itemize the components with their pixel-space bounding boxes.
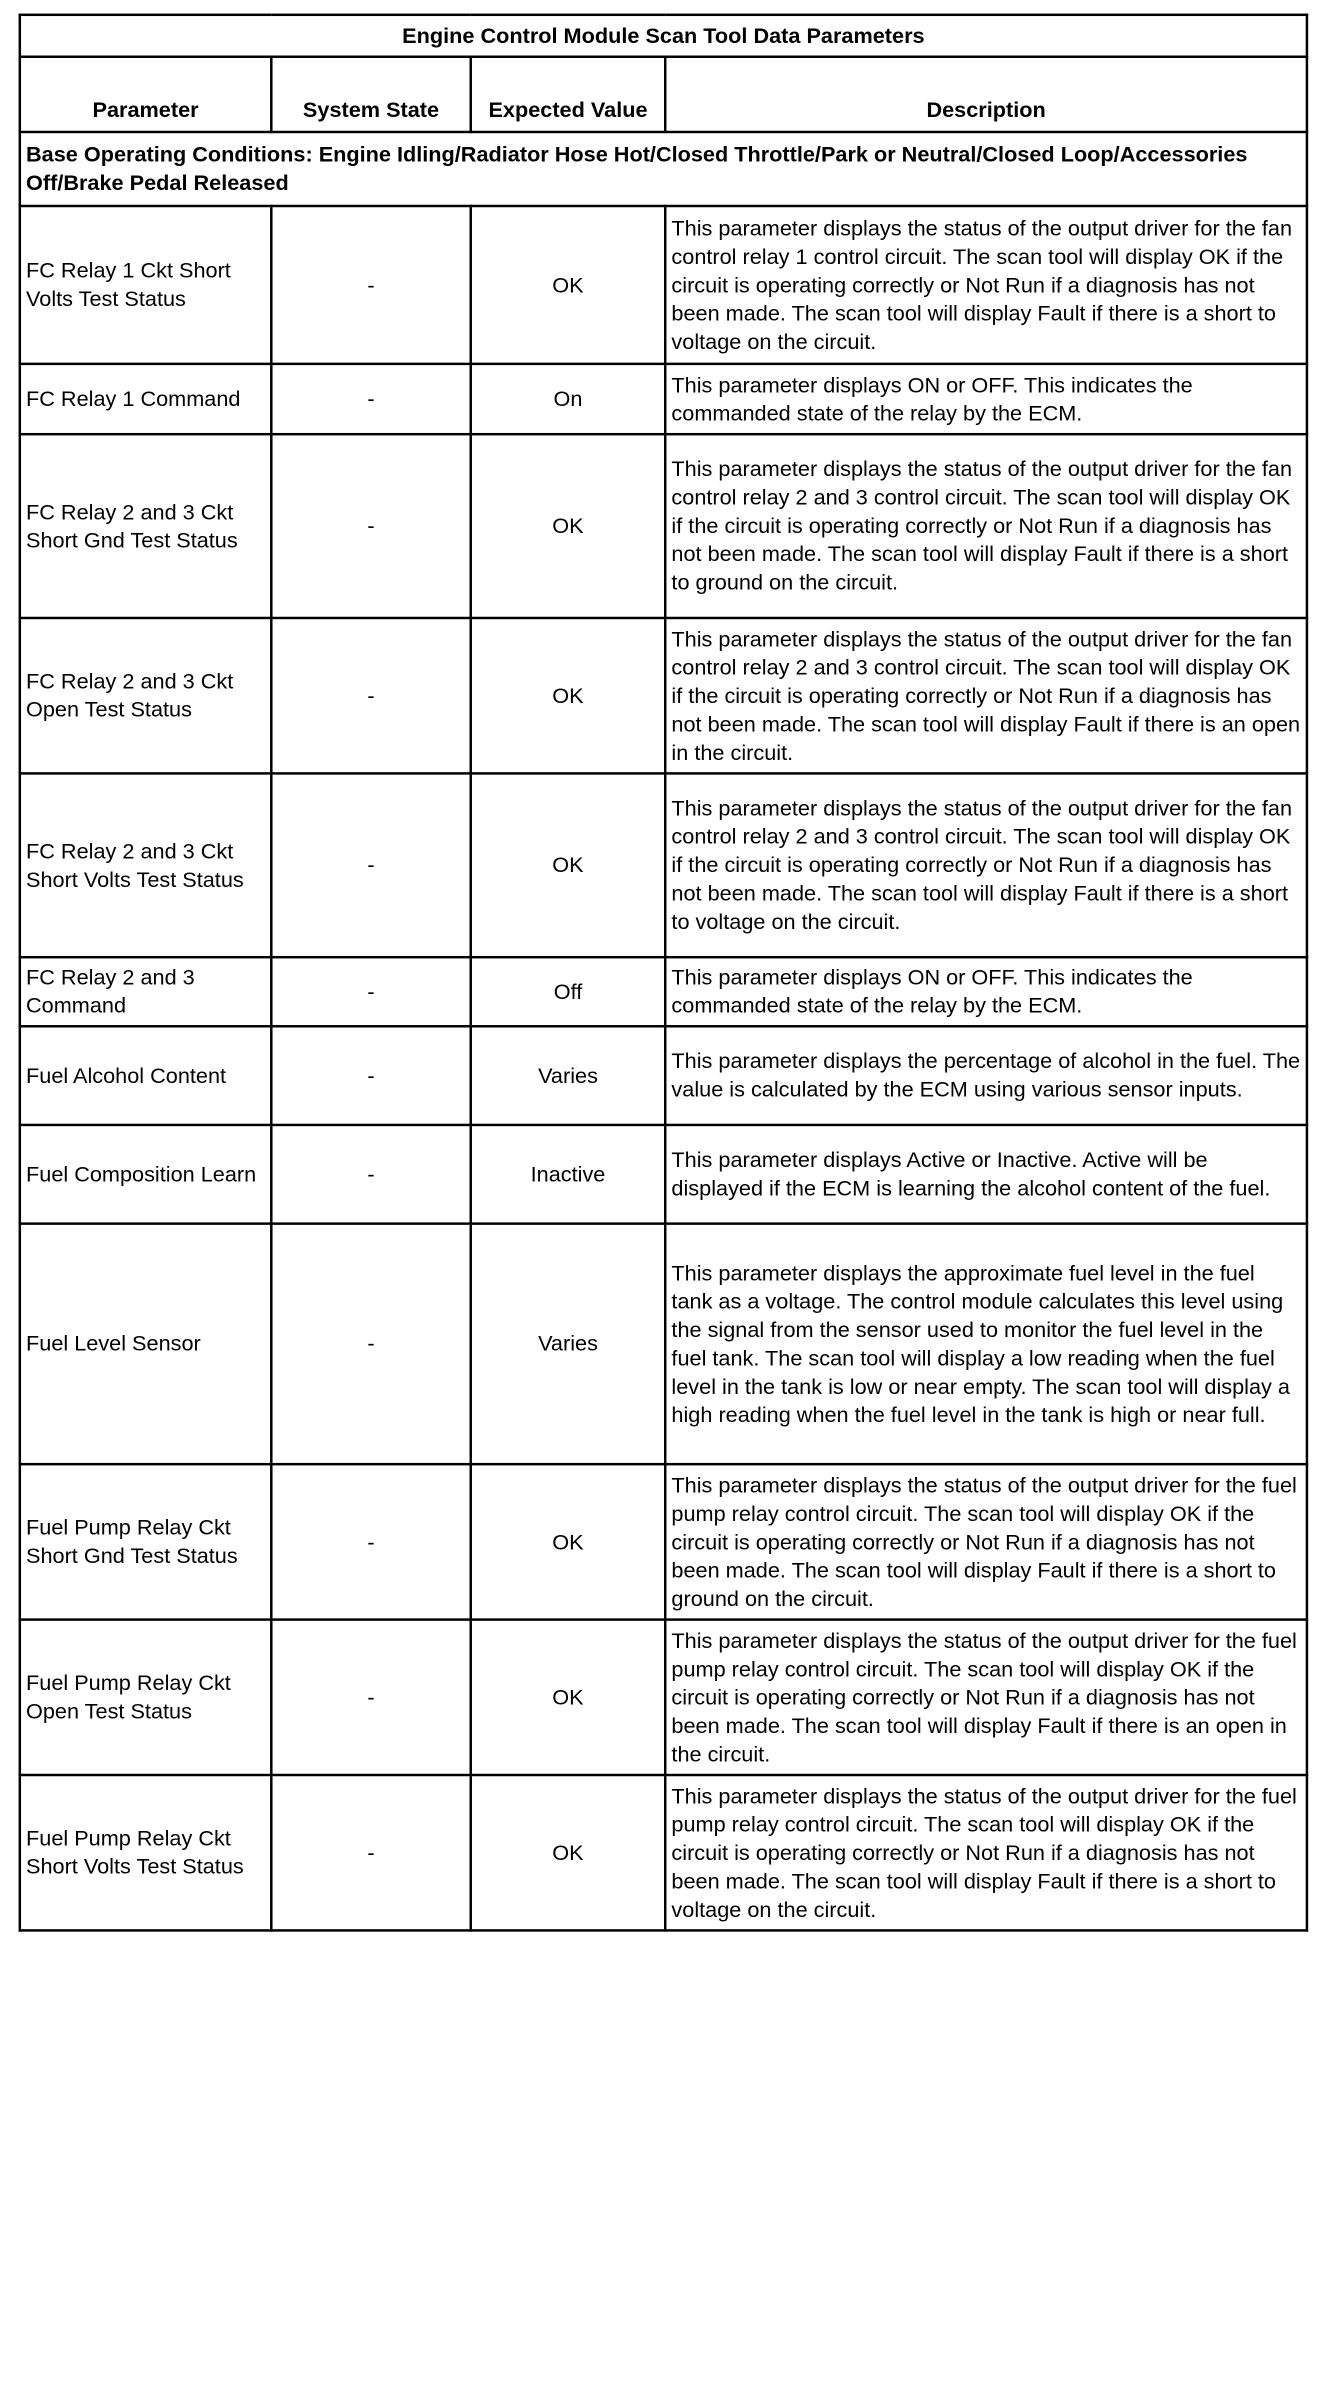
table-title-row — [20, 15, 1307, 57]
description-cell: This parameter displays ON or OFF. This indicates the commanded state of the relay by the ECM. — [665, 957, 1307, 1026]
header-row — [20, 57, 1307, 132]
parameter-cell: Fuel Pump Relay Ckt Short Volts Test Status — [20, 1775, 271, 1930]
section-title: Base Operating Conditions: Engine Idling/Radiator Hose Hot/Closed Throttle/Park or Neutral/Closed Loop/Accessories Off/Brake Pedal Released — [20, 132, 1307, 206]
system-state-cell: - — [271, 1620, 470, 1775]
parameter-cell: FC Relay 1 Ckt Short Volts Test Status — [20, 206, 271, 364]
description-cell: This parameter displays the status of the output driver for the fan control relay 1 control circuit. The scan tool will display OK if the circuit is operating correctly or Not Run if a diagnosis has not been made. The scan tool will display Fault if there is a short to voltage on the circuit. — [665, 206, 1307, 364]
description-cell: This parameter displays the status of the output driver for the fuel pump relay control circuit. The scan tool will display OK if the circuit is operating correctly or Not Run if a diagnosis has not been made. The scan tool will display Fault if there is a short to ground on the circuit. — [665, 1464, 1307, 1619]
header-expected-value: Expected Value — [471, 57, 665, 132]
expected-value-cell: Varies — [471, 1026, 665, 1125]
parameter-cell: FC Relay 2 and 3 Ckt Open Test Status — [20, 618, 271, 773]
expected-value-cell: Inactive — [471, 1125, 665, 1224]
expected-value-cell: OK — [471, 434, 665, 618]
table-row — [20, 1125, 1307, 1224]
parameter-cell: Fuel Alcohol Content — [20, 1026, 271, 1125]
parameter-cell: FC Relay 2 and 3 Command — [20, 957, 271, 1026]
description-cell: This parameter displays the status of the output driver for the fan control relay 2 and 3 control circuit. The scan tool will display OK if the circuit is operating correctly or Not Run if a diagnosis has not been made. The scan tool will display Fault if there is an open in the circuit. — [665, 618, 1307, 773]
expected-value-cell: On — [471, 364, 665, 434]
table-row — [20, 1775, 1307, 1930]
expected-value-cell: Varies — [471, 1224, 665, 1465]
scan-tool-data-table — [19, 14, 1309, 1932]
table-row — [20, 618, 1307, 773]
parameter-cell: FC Relay 2 and 3 Ckt Short Gnd Test Status — [20, 434, 271, 618]
header-parameter: Parameter — [20, 57, 271, 132]
table-row — [20, 1620, 1307, 1775]
parameter-cell: FC Relay 1 Command — [20, 364, 271, 434]
system-state-cell: - — [271, 1775, 470, 1930]
system-state-cell: - — [271, 1026, 470, 1125]
expected-value-cell: OK — [471, 1620, 665, 1775]
description-cell: This parameter displays the status of the output driver for the fuel pump relay control circuit. The scan tool will display OK if the circuit is operating correctly or Not Run if a diagnosis has not been made. The scan tool will display Fault if there is a short to voltage on the circuit. — [665, 1775, 1307, 1930]
parameter-cell: Fuel Pump Relay Ckt Open Test Status — [20, 1620, 271, 1775]
system-state-cell: - — [271, 618, 470, 773]
table-row — [20, 773, 1307, 957]
description-cell: This parameter displays the status of the output driver for the fan control relay 2 and 3 control circuit. The scan tool will display OK if the circuit is operating correctly or Not Run if a diagnosis has not been made. The scan tool will display Fault if there is a short to voltage on the circuit. — [665, 773, 1307, 957]
table-row — [20, 434, 1307, 618]
header-description: Description — [665, 57, 1307, 132]
expected-value-cell: OK — [471, 773, 665, 957]
parameter-cell: Fuel Level Sensor — [20, 1224, 271, 1465]
system-state-cell: - — [271, 1464, 470, 1619]
parameter-cell: Fuel Composition Learn — [20, 1125, 271, 1224]
description-cell: This parameter displays the percentage of alcohol in the fuel. The value is calculated by the ECM using various sensor inputs. — [665, 1026, 1307, 1125]
description-cell: This parameter displays the status of the output driver for the fuel pump relay control circuit. The scan tool will display OK if the circuit is operating correctly or Not Run if a diagnosis has not been made. The scan tool will display Fault if there is an open in the circuit. — [665, 1620, 1307, 1775]
table-row — [20, 364, 1307, 434]
system-state-cell: - — [271, 206, 470, 364]
expected-value-cell: OK — [471, 1464, 665, 1619]
table-row — [20, 206, 1307, 364]
system-state-cell: - — [271, 1125, 470, 1224]
header-system-state: System State — [271, 57, 470, 132]
description-cell: This parameter displays the approximate fuel level in the fuel tank as a voltage. The control module calculates this level using the signal from the sensor used to monitor the fuel level in the fuel tank. The scan tool will display a low reading when the fuel level in the tank is low or near empty. The scan tool will display a high reading when the fuel level in the tank is high or near full. — [665, 1224, 1307, 1465]
table-row — [20, 957, 1307, 1026]
table-row — [20, 1464, 1307, 1619]
system-state-cell: - — [271, 364, 470, 434]
table-title: Engine Control Module Scan Tool Data Parameters — [20, 15, 1307, 57]
system-state-cell: - — [271, 957, 470, 1026]
parameter-cell: Fuel Pump Relay Ckt Short Gnd Test Status — [20, 1464, 271, 1619]
section-row — [20, 132, 1307, 206]
description-cell: This parameter displays ON or OFF. This indicates the commanded state of the relay by the ECM. — [665, 364, 1307, 434]
expected-value-cell: OK — [471, 618, 665, 773]
table-row — [20, 1224, 1307, 1465]
expected-value-cell: Off — [471, 957, 665, 1026]
description-cell: This parameter displays Active or Inactive. Active will be displayed if the ECM is learning the alcohol content of the fuel. — [665, 1125, 1307, 1224]
expected-value-cell: OK — [471, 206, 665, 364]
expected-value-cell: OK — [471, 1775, 665, 1930]
description-cell: This parameter displays the status of the output driver for the fan control relay 2 and 3 control circuit. The scan tool will display OK if the circuit is operating correctly or Not Run if a diagnosis has not been made. The scan tool will display Fault if there is a short to ground on the circuit. — [665, 434, 1307, 618]
system-state-cell: - — [271, 434, 470, 618]
table-row — [20, 1026, 1307, 1125]
system-state-cell: - — [271, 1224, 470, 1465]
system-state-cell: - — [271, 773, 470, 957]
parameter-cell: FC Relay 2 and 3 Ckt Short Volts Test Status — [20, 773, 271, 957]
